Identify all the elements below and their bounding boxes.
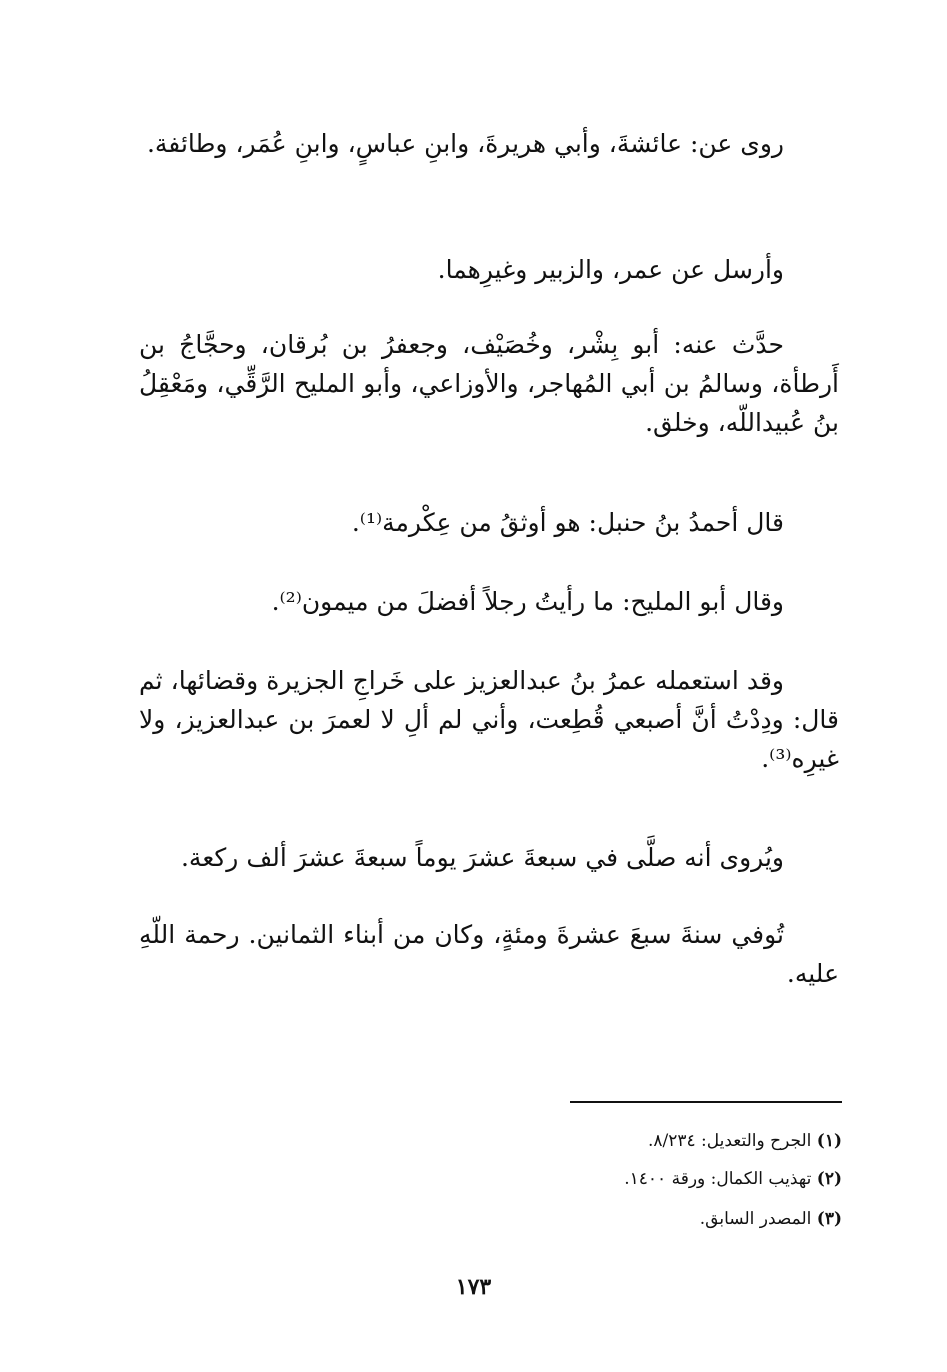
paragraph-mursal: وأرسل عن عمر، والزبير وغيرِهما. [437,255,784,284]
footnote-2 [462,1168,842,1190]
paragraph-narrated-by: حدَّث عنه: أبو بِشْر، وخُصَيْف، وجعفرُ بن بُرقان، وحجَّاجُ بن أَرطأة، وسالمُ بن أبي المُهاجر، والأوزاعي، وأبو المليح الرَّقِّي، ومَعْقِلُ بنُ عُبيداللّه، وخلق. [139,330,839,437]
footnote-text: الجرح والتعديل: ٨/٢٣٤. [647,1131,812,1151]
footnote-number: (٢) [816,1169,842,1189]
footnote-number: (١) [816,1131,842,1151]
page-number: ١٧٣ [455,1274,492,1300]
footnote-3 [462,1208,842,1230]
paragraph-death: تُوفي سنةَ سبعَ عشرةَ ومئةٍ، وكان من أبناء الثمانين. رحمة اللّهِ عليه. [139,920,839,988]
paragraph-narrators-from: روى عن: عائشةَ، وأبي هريرةَ، وابنِ عباسٍ، وابنِ عُمَر، وطائفة. [146,129,784,158]
footnote-text: تهذيب الكمال: ورقة ١٤٠٠. [624,1169,812,1189]
paragraph-umar-appointment: وقد استعمله عمرُ بنُ عبدالعزيز على خَراجِ الجزيرة وقضائها، ثم قال: ودِدْتُ أنَّ أصبعي قُطِعت، وأني لم ألِ لا لعمرَ بن عبدالعزيز، ولا غيرِه⁽³⁾. [139,666,839,773]
footnote-divider [570,1101,842,1103]
footnote-1 [462,1130,842,1152]
paragraph-prayers: ويُروى أنه صلَّى في سبعةَ عشرَ يوماً سبعةَ عشرَ ألف ركعة. [180,843,784,872]
paragraph-abu-malih-quote: وقال أبو المليح: ما رأيتُ رجلاً أفضلَ من ميمون⁽²⁾. [271,587,784,616]
footnote-number: (٣) [816,1209,842,1229]
footnote-text: المصدر السابق. [699,1209,812,1229]
paragraph-ahmad-quote: قال أحمدُ بنُ حنبل: هو أوثقُ من عِكْرمة⁽¹⁾. [351,508,784,537]
